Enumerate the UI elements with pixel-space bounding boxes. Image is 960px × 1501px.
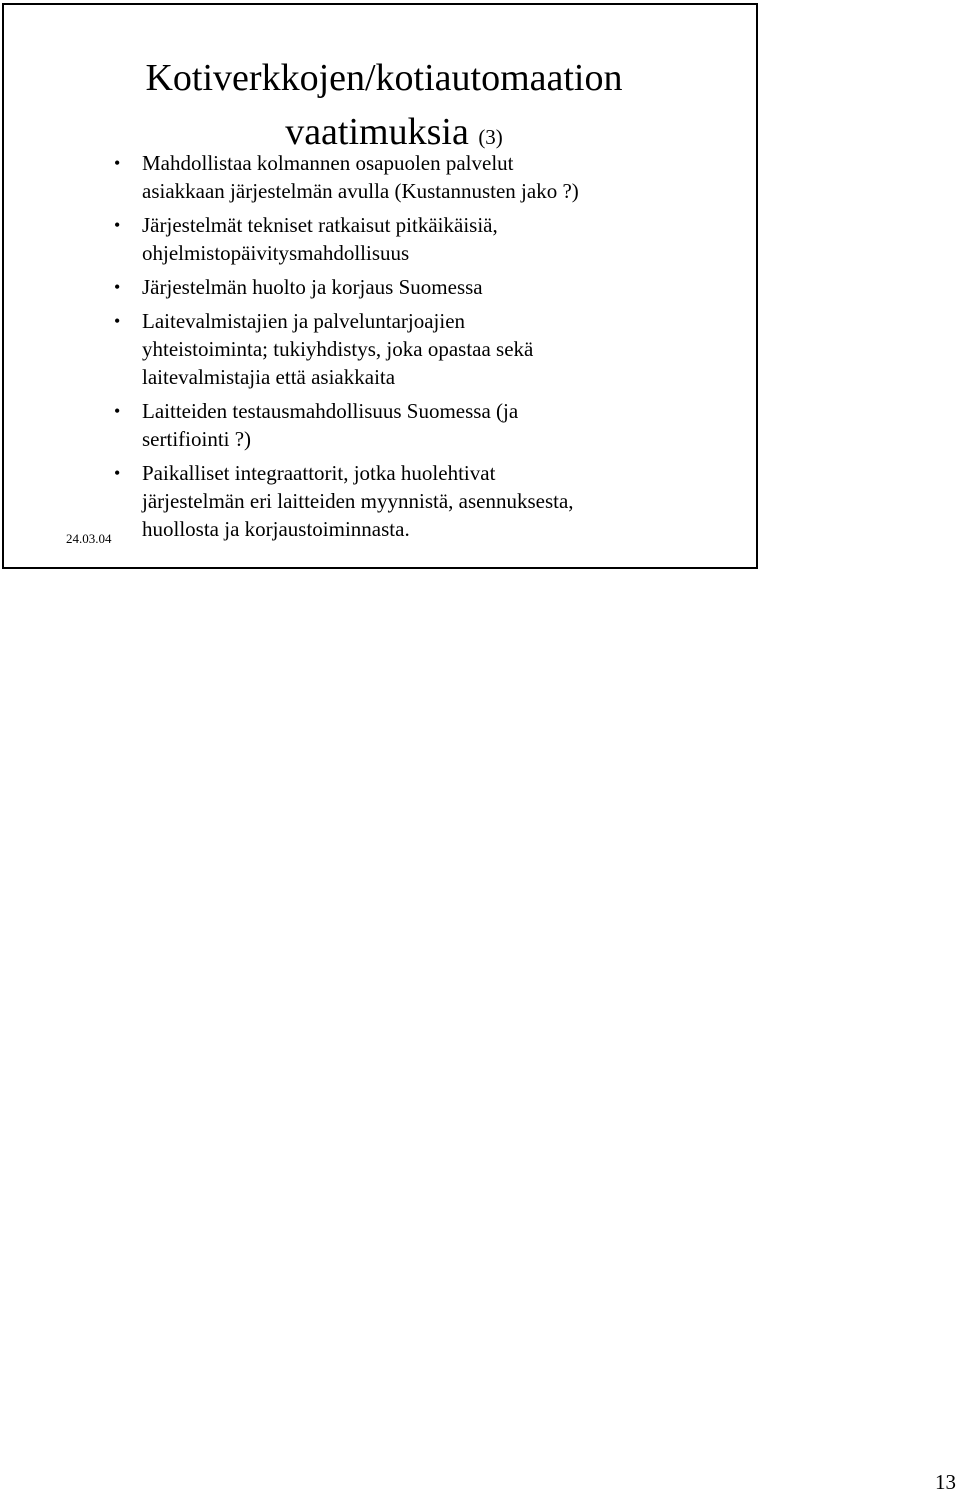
bullet-item xyxy=(112,459,732,543)
bullet-text-line: ohjelmistopäivitysmahdollisuus xyxy=(142,241,410,265)
bullet-item xyxy=(112,211,732,267)
bullet-glyph: • xyxy=(114,401,121,421)
bullet-glyph: • xyxy=(114,215,121,235)
bullet-glyph: • xyxy=(114,153,121,173)
slide-date: 24.03.04 xyxy=(66,531,112,546)
bullet-glyph: • xyxy=(114,311,121,331)
bullet-text-line: sertifiointi ?) xyxy=(142,427,252,451)
slide-title-suffix: (3) xyxy=(478,125,503,149)
bullet-glyph: • xyxy=(114,277,121,297)
slide-title-main: vaatimuksia xyxy=(285,111,469,153)
bullet-text-line: Järjestelmät tekniset ratkaisut pitkäikäisiä, xyxy=(142,213,498,237)
bullet-text-line: laitevalmistajia että asiakkaita xyxy=(142,365,396,389)
bullet-text-line: Paikalliset integraattorit, jotka huolehtivat xyxy=(142,461,496,485)
page-number: 13 xyxy=(935,1470,956,1494)
bullet-text-line: Laitteiden testausmahdollisuus Suomessa (ja xyxy=(142,399,519,423)
slide-title-line-1: Kotiverkkojen/kotiautomaation xyxy=(145,57,623,99)
bullet-item xyxy=(112,397,732,453)
bullet-text-line: asiakkaan järjestelmän avulla (Kustannusten jako ?) xyxy=(142,179,579,203)
bullet-item xyxy=(112,273,732,301)
bullet-text-line: yhteistoiminta; tukiyhdistys, joka opastaa sekä xyxy=(142,337,534,361)
bullet-item xyxy=(112,307,732,391)
bullet-text-line: Järjestelmän huolto ja korjaus Suomessa xyxy=(142,275,483,299)
bullet-text-line: järjestelmän eri laitteiden myynnistä, asennuksesta, xyxy=(142,489,574,513)
bullet-list xyxy=(112,149,732,549)
bullet-item xyxy=(112,149,732,205)
bullet-text-line: huollosta ja korjaustoiminnasta. xyxy=(142,517,410,541)
bullet-text-line: Mahdollistaa kolmannen osapuolen palvelut xyxy=(142,151,514,175)
slide-title-line-2 xyxy=(18,113,770,151)
slide-frame xyxy=(2,3,758,569)
bullet-glyph: • xyxy=(114,463,121,483)
bullet-text-line: Laitevalmistajien ja palveluntarjoajien xyxy=(142,309,466,333)
